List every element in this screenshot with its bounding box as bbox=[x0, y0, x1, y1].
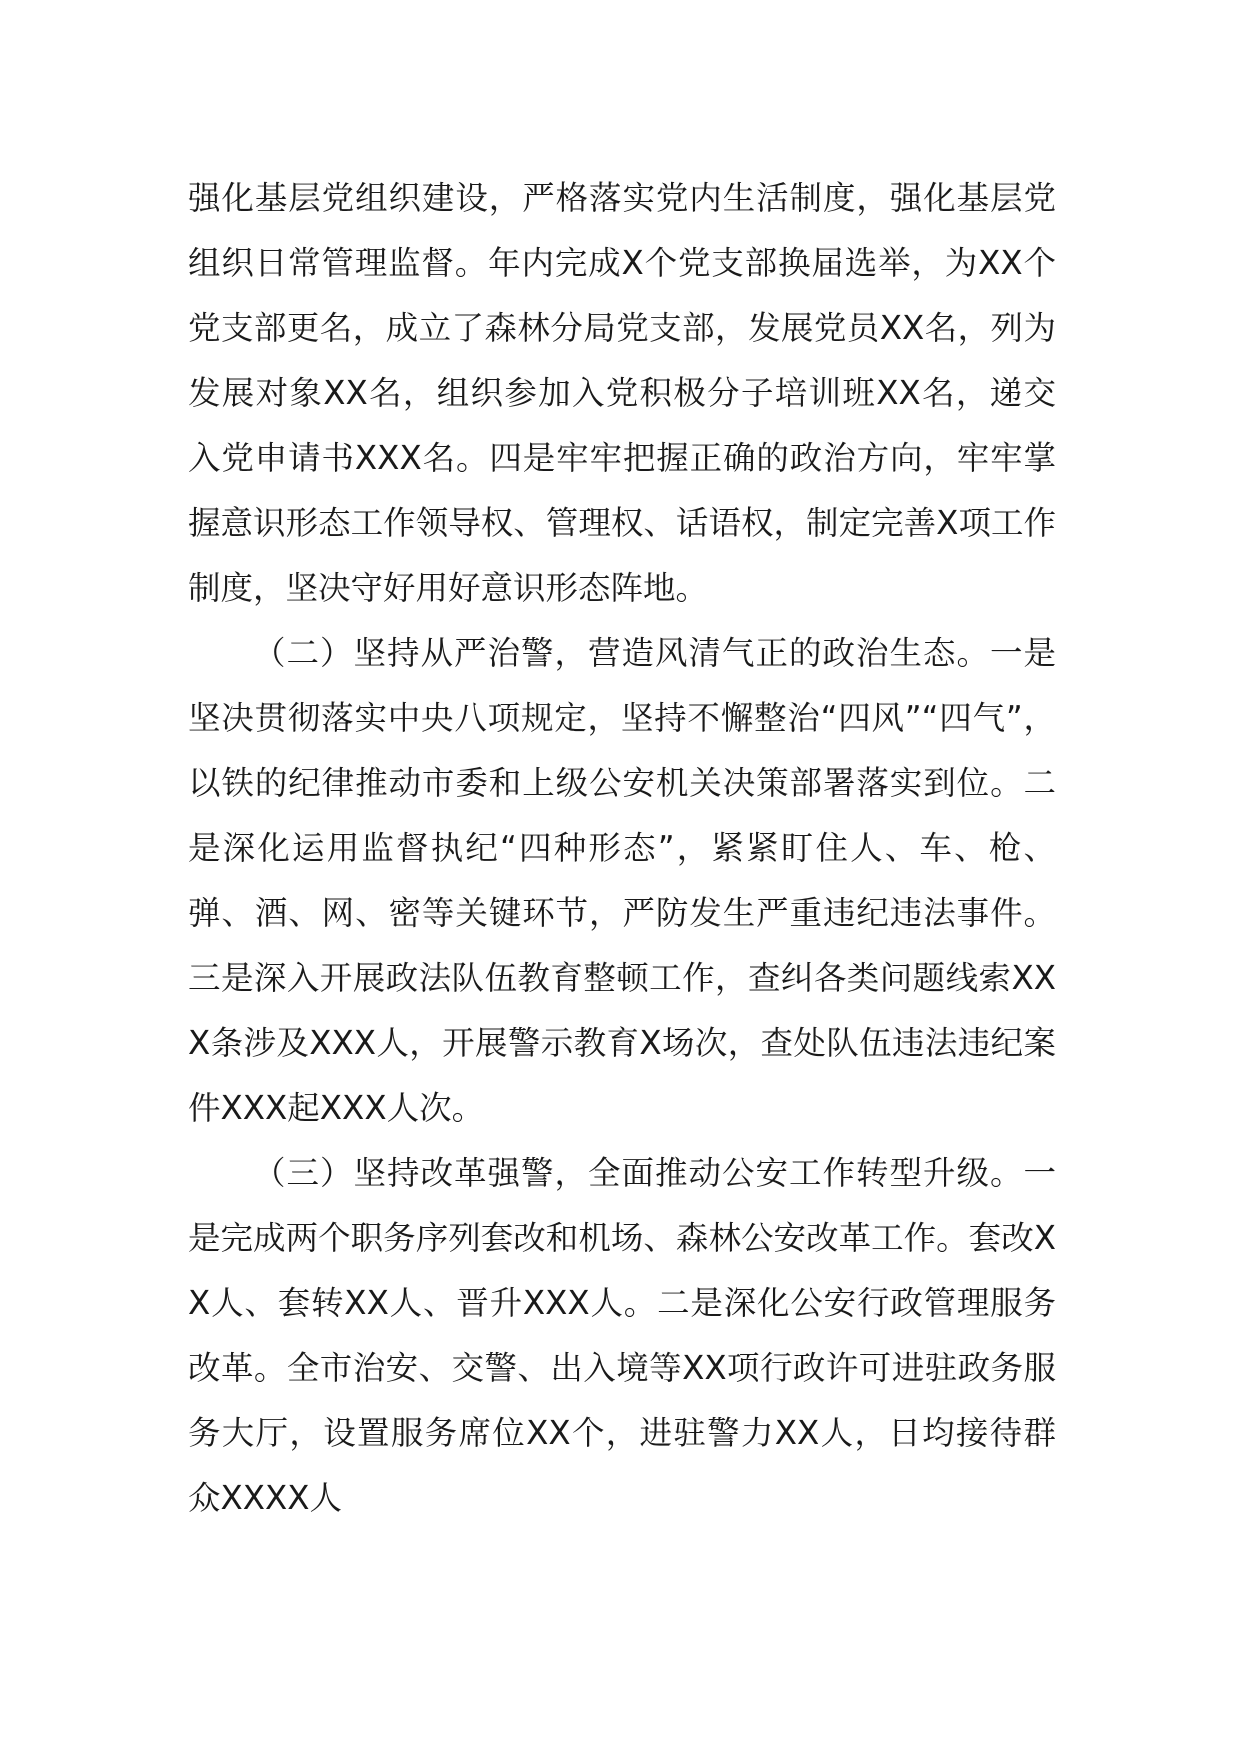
paragraph-2: （二）坚持从严治警，营造风清气正的政治生态。一是坚决贯彻落实中央八项规定，坚持不懈整治“四风”“四气”，以铁的纪律推动市委和上级公安机关决策部署落实到位。二是深化运用监督执纪“四种形态”，紧紧盯住人、车、枪、弹、酒、网、密等关键环节，严防发生严重违纪违法事件。三是深入开展政法队伍教育整顿工作，查纠各类问题线索XXX条涉及XXX人，开展警示教育X场次，查处队伍违法违纪案件XXX起XXX人次。 bbox=[188, 634, 1056, 1127]
document-body bbox=[188, 166, 1056, 1531]
paragraph-3: （三）坚持改革强警，全面推动公安工作转型升级。一是完成两个职务序列套改和机场、森林公安改革工作。套改XX人、套转XX人、晋升XXX人。二是深化公安行政管理服务改革。全市治安、交警、出入境等XX项行政许可进驻政务服务大厅，设置服务席位XX个，进驻警力XX人，日均接待群众XXXX人 bbox=[188, 1154, 1056, 1517]
paragraph-1: 强化基层党组织建设，严格落实党内生活制度，强化基层党组织日常管理监督。年内完成X个党支部换届选举，为XX个党支部更名，成立了森林分局党支部，发展党员XX名，列为发展对象XX名，组织参加入党积极分子培训班XX名，递交入党申请书XXX名。四是牢牢把握正确的政治方向，牢牢掌握意识形态工作领导权、管理权、话语权，制定完善X项工作制度，坚决守好用好意识形态阵地。 bbox=[188, 179, 1056, 607]
